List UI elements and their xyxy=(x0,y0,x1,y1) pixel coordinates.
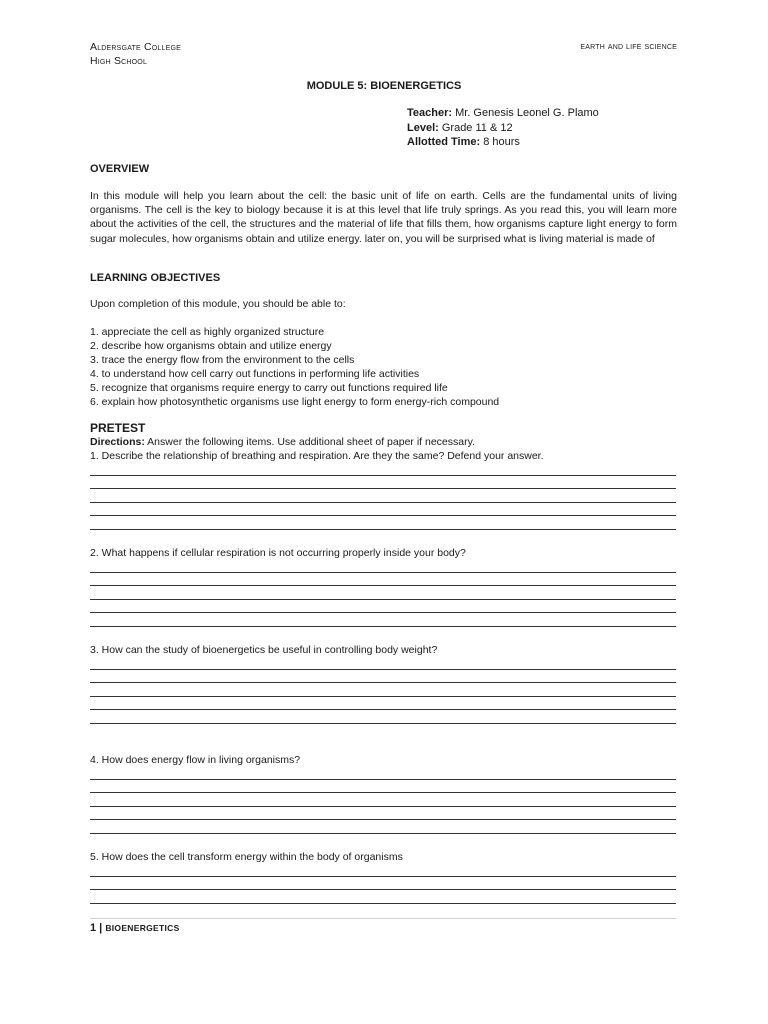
answer-line xyxy=(90,863,676,877)
question-5: 5. How does the cell transform energy within the body of organisms xyxy=(90,851,403,863)
overview-text: In this module will help you learn about the cell: the basic unit of life on earth. Cells are the fundamental units of living organisms. The cell is the key to biology because it is at this level that life truly springs. As you read this, you will learn more about the activities of the cell, the structures and the material of life that fills them, how organisms capture light energy to form sugar molecules, how organisms obtain and utilize energy. later on, you will be surprised what is living material is made of xyxy=(90,190,677,245)
list-item: 4. to understand how cell carry out functions in performing life activities xyxy=(90,368,420,380)
list-item: 2. describe how organisms obtain and utilize energy xyxy=(90,340,332,352)
answer-line xyxy=(90,613,676,627)
answer-line xyxy=(90,656,676,670)
school-division: High School xyxy=(90,55,148,67)
answer-line xyxy=(90,670,676,684)
answer-line xyxy=(90,516,676,530)
answer-line xyxy=(90,600,676,614)
list-item: 3. trace the energy flow from the environment to the cells xyxy=(90,354,355,366)
module-info xyxy=(407,106,599,150)
answer-area-5[interactable] xyxy=(90,863,676,904)
answer-line xyxy=(90,710,676,724)
module-title: MODULE 5: BIOENERGETICS xyxy=(306,80,462,92)
question-4: 4. How does energy flow in living organisms? xyxy=(90,754,301,766)
answer-area-4[interactable] xyxy=(90,766,676,834)
teacher-label: Teacher: xyxy=(407,107,453,119)
list-item: 6. explain how photosynthetic organisms use light energy to form energy-rich compound xyxy=(90,396,500,408)
directions-text: Answer the following items. Use additional sheet of paper if necessary. xyxy=(144,436,475,448)
answer-line xyxy=(90,793,676,807)
answer-line xyxy=(90,780,676,794)
answer-line xyxy=(90,877,676,891)
question-3: 3. How can the study of bioenergetics be useful in controlling body weight? xyxy=(90,644,438,656)
objectives-intro: Upon completion of this module, you should be able to: xyxy=(90,298,346,310)
question-1: 1. Describe the relationship of breathing and respiration. Are they the same? Defend your answer. xyxy=(90,450,544,462)
teacher-value: Mr. Genesis Leonel G. Plamo xyxy=(452,107,599,119)
answer-area-3[interactable] xyxy=(90,656,676,724)
list-item: 5. recognize that organisms require energy to carry out functions required life xyxy=(90,382,448,394)
answer-line xyxy=(90,586,676,600)
level-value: Grade 11 & 12 xyxy=(438,121,513,134)
pretest-heading: PRETEST xyxy=(90,421,146,435)
answer-line xyxy=(90,697,676,711)
level-line xyxy=(407,121,599,136)
answer-line xyxy=(90,559,676,573)
answer-line xyxy=(90,462,676,476)
subject-header: earth and life science xyxy=(580,41,677,52)
time-label: Allotted Time: xyxy=(407,136,481,148)
page-footer xyxy=(90,922,180,934)
school-header xyxy=(90,40,181,68)
objectives-heading: LEARNING OBJECTIVES xyxy=(90,272,221,284)
answer-area-1[interactable] xyxy=(90,462,676,530)
answer-line xyxy=(90,683,676,697)
answer-line xyxy=(90,489,676,503)
answer-line xyxy=(90,820,676,834)
page-number: 1 | xyxy=(90,922,106,934)
time-value: 8 hours xyxy=(480,136,520,148)
answer-line xyxy=(90,476,676,490)
answer-line xyxy=(90,807,676,821)
question-2: 2. What happens if cellular respiration is not occurring properly inside your body? xyxy=(90,547,466,559)
answer-line xyxy=(90,503,676,517)
school-name: Aldersgate College xyxy=(90,41,181,53)
answer-area-2[interactable] xyxy=(90,559,676,627)
time-line xyxy=(407,135,599,150)
pretest-directions xyxy=(90,436,475,448)
objectives-list xyxy=(90,325,499,409)
overview-heading: OVERVIEW xyxy=(90,163,150,175)
teacher-line xyxy=(407,106,599,121)
footer-label: BIOENERGETICS xyxy=(105,923,180,933)
footer-divider xyxy=(90,918,676,919)
answer-line xyxy=(90,766,676,780)
level-label: Level: xyxy=(407,121,439,134)
list-item: 1. appreciate the cell as highly organized structure xyxy=(90,326,325,338)
answer-line xyxy=(90,573,676,587)
directions-label: Directions: xyxy=(90,436,145,448)
answer-line xyxy=(90,890,676,904)
